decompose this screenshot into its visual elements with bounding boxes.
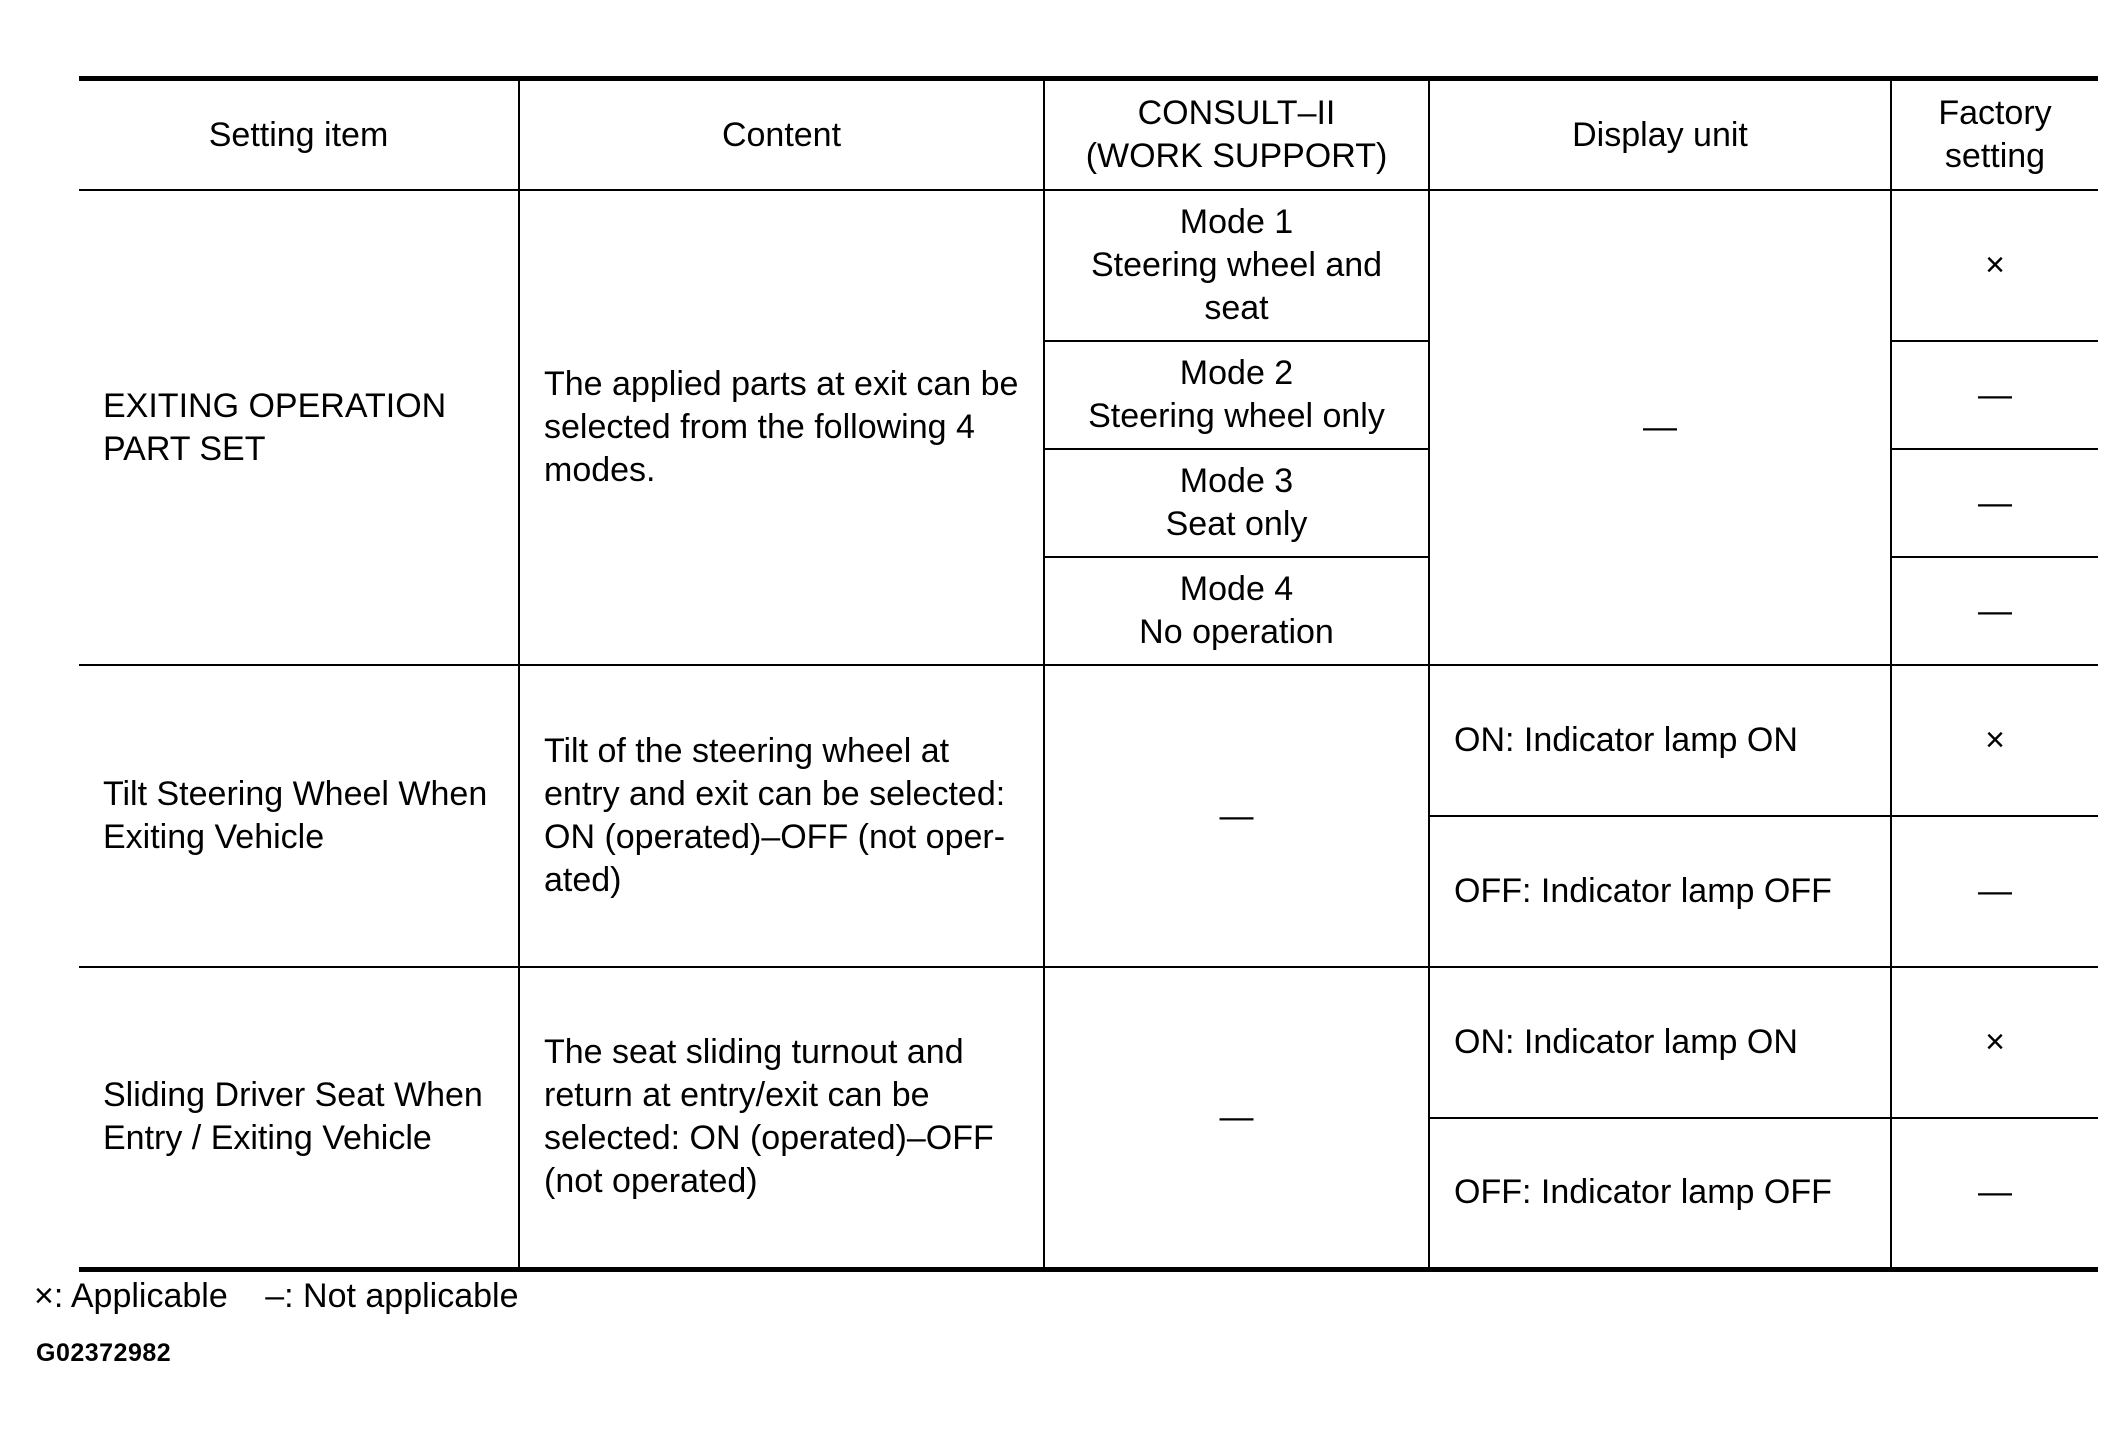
exiting-operation-display-unit: — <box>1429 190 1891 665</box>
figure-id: G02372982 <box>36 1339 172 1367</box>
sliding-seat-factory-on: × <box>1891 967 2098 1118</box>
mode-2-cell <box>1044 341 1429 449</box>
table-row <box>79 190 2098 341</box>
mode-2-label: Mode 2 <box>1179 354 1294 392</box>
mode-3-cell <box>1044 449 1429 557</box>
mode-1-description: Steering wheel and seat <box>1090 246 1383 327</box>
table-row <box>79 665 2098 816</box>
tilt-steering-content: Tilt of the steering wheel at entry and exit can be selected: ON (operated)–OFF (not oper-ated) <box>519 665 1044 967</box>
tilt-steering-factory-off: — <box>1891 816 2098 967</box>
mode-4-label: Mode 4 <box>1179 570 1294 608</box>
tilt-steering-factory-on: × <box>1891 665 2098 816</box>
table-header-row <box>79 79 2098 191</box>
legend-applicable: ×: Applicable <box>34 1277 228 1315</box>
header-setting-item: Setting item <box>79 79 519 191</box>
mode-1-label: Mode 1 <box>1179 203 1294 241</box>
mode-3-description: Seat only <box>1165 505 1308 543</box>
mode-3-label: Mode 3 <box>1179 462 1294 500</box>
work-support-settings-table <box>79 76 2098 1272</box>
tilt-steering-consult: — <box>1044 665 1429 967</box>
exiting-operation-content: The applied parts at exit can be selected from the following 4 modes. <box>519 190 1044 665</box>
mode-4-cell <box>1044 557 1429 665</box>
header-factory-setting <box>1891 79 2098 191</box>
header-consult <box>1044 79 1429 191</box>
table-row <box>79 967 2098 1118</box>
tilt-steering-display-on: ON: Indicator lamp ON <box>1429 665 1891 816</box>
exiting-operation-item: EXITING OPERATION PART SET <box>79 190 519 665</box>
header-consult-line2: (WORK SUPPORT) <box>1085 137 1388 175</box>
sliding-seat-content: The seat sliding turnout and return at entry/exit can be selected: ON (operated)–OFF (not operated) <box>519 967 1044 1269</box>
mode-2-description: Steering wheel only <box>1088 397 1385 435</box>
mode-4-factory-setting: — <box>1891 557 2098 665</box>
mode-1-factory-setting: × <box>1891 190 2098 341</box>
sliding-seat-display-off: OFF: Indicator lamp OFF <box>1429 1118 1891 1269</box>
header-content: Content <box>519 79 1044 191</box>
header-factory-line1: Factory <box>1938 94 2052 132</box>
legend-not-applicable: –: Not applicable <box>265 1277 519 1315</box>
mode-1-cell <box>1044 190 1429 341</box>
sliding-seat-consult: — <box>1044 967 1429 1269</box>
header-display-unit: Display unit <box>1429 79 1891 191</box>
legend <box>34 1276 519 1316</box>
sliding-seat-display-on: ON: Indicator lamp ON <box>1429 967 1891 1118</box>
tilt-steering-item: Tilt Steering Wheel When Exiting Vehicle <box>79 665 519 967</box>
sliding-seat-item: Sliding Driver Seat When Entry / Exiting Vehicle <box>103 1076 483 1158</box>
mode-2-factory-setting: — <box>1891 341 2098 449</box>
header-factory-line2: setting <box>1944 137 2046 175</box>
mode-3-factory-setting: — <box>1891 449 2098 557</box>
tilt-steering-display-off: OFF: Indicator lamp OFF <box>1429 816 1891 967</box>
header-consult-line1: CONSULT–II <box>1137 94 1336 132</box>
sliding-seat-factory-off: — <box>1891 1118 2098 1269</box>
mode-4-description: No operation <box>1139 613 1334 651</box>
